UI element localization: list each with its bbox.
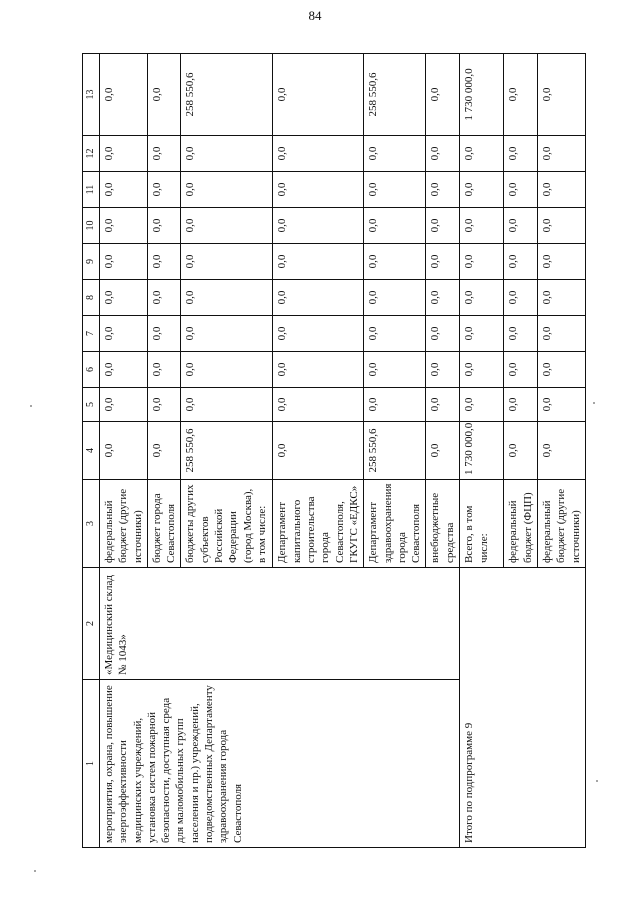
measure-description: мероприятия, охрана, повышение энергоэффективности медицинских учреждений, установка систем пожарной безопасности, доступная среда для маломобильных групп населения и пр.) учреждений, подведомственных Департаменту здравоохранения города Севастополя: [100, 680, 460, 848]
funding-source: Департамент капитального строительства города Севастополя, ГКУГС «ЕДКС»: [273, 480, 364, 568]
value-cell: 0,0: [460, 316, 504, 352]
measure-object: «Медицинский склад № 1043»: [100, 568, 460, 680]
value-cell: 0,0: [460, 280, 504, 316]
value-cell: 0,0: [460, 244, 504, 280]
value-cell: 0,0: [364, 388, 426, 422]
value-cell: 0,0: [273, 316, 364, 352]
value-cell: 0,0: [504, 136, 538, 172]
column-header: 4: [83, 422, 100, 480]
value-cell: 0,0: [504, 172, 538, 208]
funding-source: бюджеты других субъектов Российской Федерации (город Москва), в том числе:: [181, 480, 273, 568]
funding-source: федеральный бюджет (ФЦП): [504, 480, 538, 568]
value-cell: 0,0: [147, 208, 181, 244]
value-cell: 0,0: [100, 280, 148, 316]
value-cell: 0,0: [426, 280, 460, 316]
funding-source: федеральный бюджет (другие источники): [538, 480, 586, 568]
value-cell: 0,0: [504, 54, 538, 136]
value-cell: 0,0: [100, 136, 148, 172]
value-cell: 0,0: [273, 208, 364, 244]
value-cell: 0,0: [273, 422, 364, 480]
value-cell: 0,0: [100, 172, 148, 208]
value-cell: 0,0: [100, 352, 148, 388]
scan-speck: [593, 402, 595, 404]
value-cell: 0,0: [426, 172, 460, 208]
value-cell: 0,0: [100, 208, 148, 244]
value-cell: 0,0: [181, 172, 273, 208]
value-cell: 0,0: [273, 136, 364, 172]
value-cell: 0,0: [538, 54, 586, 136]
value-cell: 0,0: [538, 280, 586, 316]
value-cell: 0,0: [364, 316, 426, 352]
value-cell: 0,0: [147, 422, 181, 480]
value-cell: 0,0: [426, 316, 460, 352]
value-cell: 0,0: [364, 208, 426, 244]
value-cell: 0,0: [181, 352, 273, 388]
column-header: 7: [83, 316, 100, 352]
value-cell: 0,0: [147, 388, 181, 422]
value-cell: 0,0: [181, 280, 273, 316]
column-header: 13: [83, 54, 100, 136]
rotated-table-container: [82, 54, 582, 848]
value-cell: 0,0: [273, 54, 364, 136]
column-header: 11: [83, 172, 100, 208]
value-cell: 0,0: [538, 208, 586, 244]
budget-table: [82, 53, 586, 848]
value-cell: 258 550,6: [364, 54, 426, 136]
column-header: 2: [83, 568, 100, 680]
value-cell: 0,0: [147, 352, 181, 388]
value-cell: 0,0: [273, 388, 364, 422]
value-cell: 258 550,6: [181, 422, 273, 480]
value-cell: 0,0: [364, 280, 426, 316]
value-cell: 0,0: [147, 172, 181, 208]
value-cell: 0,0: [181, 208, 273, 244]
value-cell: 0,0: [147, 54, 181, 136]
column-header: 9: [83, 244, 100, 280]
value-cell: 0,0: [100, 316, 148, 352]
value-cell: 0,0: [504, 316, 538, 352]
value-cell: 0,0: [426, 54, 460, 136]
value-cell: 0,0: [100, 244, 148, 280]
value-cell: 0,0: [181, 136, 273, 172]
value-cell: 0,0: [538, 352, 586, 388]
value-cell: 0,0: [538, 422, 586, 480]
value-cell: 0,0: [181, 316, 273, 352]
value-cell: 0,0: [460, 208, 504, 244]
table-header-row: [83, 54, 100, 848]
value-cell: 0,0: [364, 172, 426, 208]
funding-source: Всего, в том числе:: [460, 480, 504, 568]
value-cell: 0,0: [364, 136, 426, 172]
table-row: [460, 54, 504, 848]
value-cell: 1 730 000,0: [460, 54, 504, 136]
value-cell: 0,0: [181, 244, 273, 280]
value-cell: 258 550,6: [181, 54, 273, 136]
value-cell: 0,0: [181, 388, 273, 422]
value-cell: 0,0: [147, 316, 181, 352]
value-cell: 0,0: [426, 388, 460, 422]
value-cell: 258 550,6: [364, 422, 426, 480]
column-header: 3: [83, 480, 100, 568]
value-cell: 0,0: [426, 244, 460, 280]
value-cell: 0,0: [273, 352, 364, 388]
value-cell: 0,0: [273, 172, 364, 208]
value-cell: 0,0: [538, 136, 586, 172]
value-cell: 0,0: [273, 244, 364, 280]
value-cell: 0,0: [100, 388, 148, 422]
value-cell: 0,0: [538, 244, 586, 280]
value-cell: 0,0: [504, 352, 538, 388]
value-cell: 0,0: [273, 280, 364, 316]
rotated-page-content: [82, 54, 582, 848]
value-cell: 0,0: [538, 316, 586, 352]
value-cell: 0,0: [504, 388, 538, 422]
scan-speck: [34, 870, 36, 872]
value-cell: 1 730 000,0: [460, 422, 504, 480]
value-cell: 0,0: [364, 352, 426, 388]
value-cell: 0,0: [426, 352, 460, 388]
value-cell: 0,0: [147, 280, 181, 316]
value-cell: 0,0: [538, 172, 586, 208]
value-cell: 0,0: [504, 280, 538, 316]
value-cell: 0,0: [147, 136, 181, 172]
value-cell: 0,0: [460, 388, 504, 422]
value-cell: 0,0: [100, 54, 148, 136]
value-cell: 0,0: [460, 352, 504, 388]
column-header: 10: [83, 208, 100, 244]
funding-source: внебюджетные средства: [426, 480, 460, 568]
value-cell: 0,0: [426, 136, 460, 172]
value-cell: 0,0: [460, 172, 504, 208]
value-cell: 0,0: [100, 422, 148, 480]
funding-source: бюджет города Севастополя: [147, 480, 181, 568]
column-header: 8: [83, 280, 100, 316]
value-cell: 0,0: [504, 244, 538, 280]
value-cell: 0,0: [426, 422, 460, 480]
value-cell: 0,0: [538, 388, 586, 422]
page-number: 84: [308, 8, 322, 23]
value-cell: 0,0: [147, 244, 181, 280]
value-cell: 0,0: [364, 244, 426, 280]
table-row: [100, 54, 148, 848]
column-header: 12: [83, 136, 100, 172]
value-cell: 0,0: [504, 208, 538, 244]
value-cell: 0,0: [426, 208, 460, 244]
scan-speck: [596, 780, 598, 782]
scan-speck: [30, 405, 32, 407]
value-cell: 0,0: [460, 136, 504, 172]
funding-source: Департамент здравоохранения города Севастополя: [364, 480, 426, 568]
column-header: 6: [83, 352, 100, 388]
funding-source: федеральный бюджет (другие источники): [100, 480, 148, 568]
column-header: 5: [83, 388, 100, 422]
subprogram-total-label: Итого по подпрограмме 9: [460, 568, 585, 848]
value-cell: 0,0: [504, 422, 538, 480]
column-header: 1: [83, 680, 100, 848]
